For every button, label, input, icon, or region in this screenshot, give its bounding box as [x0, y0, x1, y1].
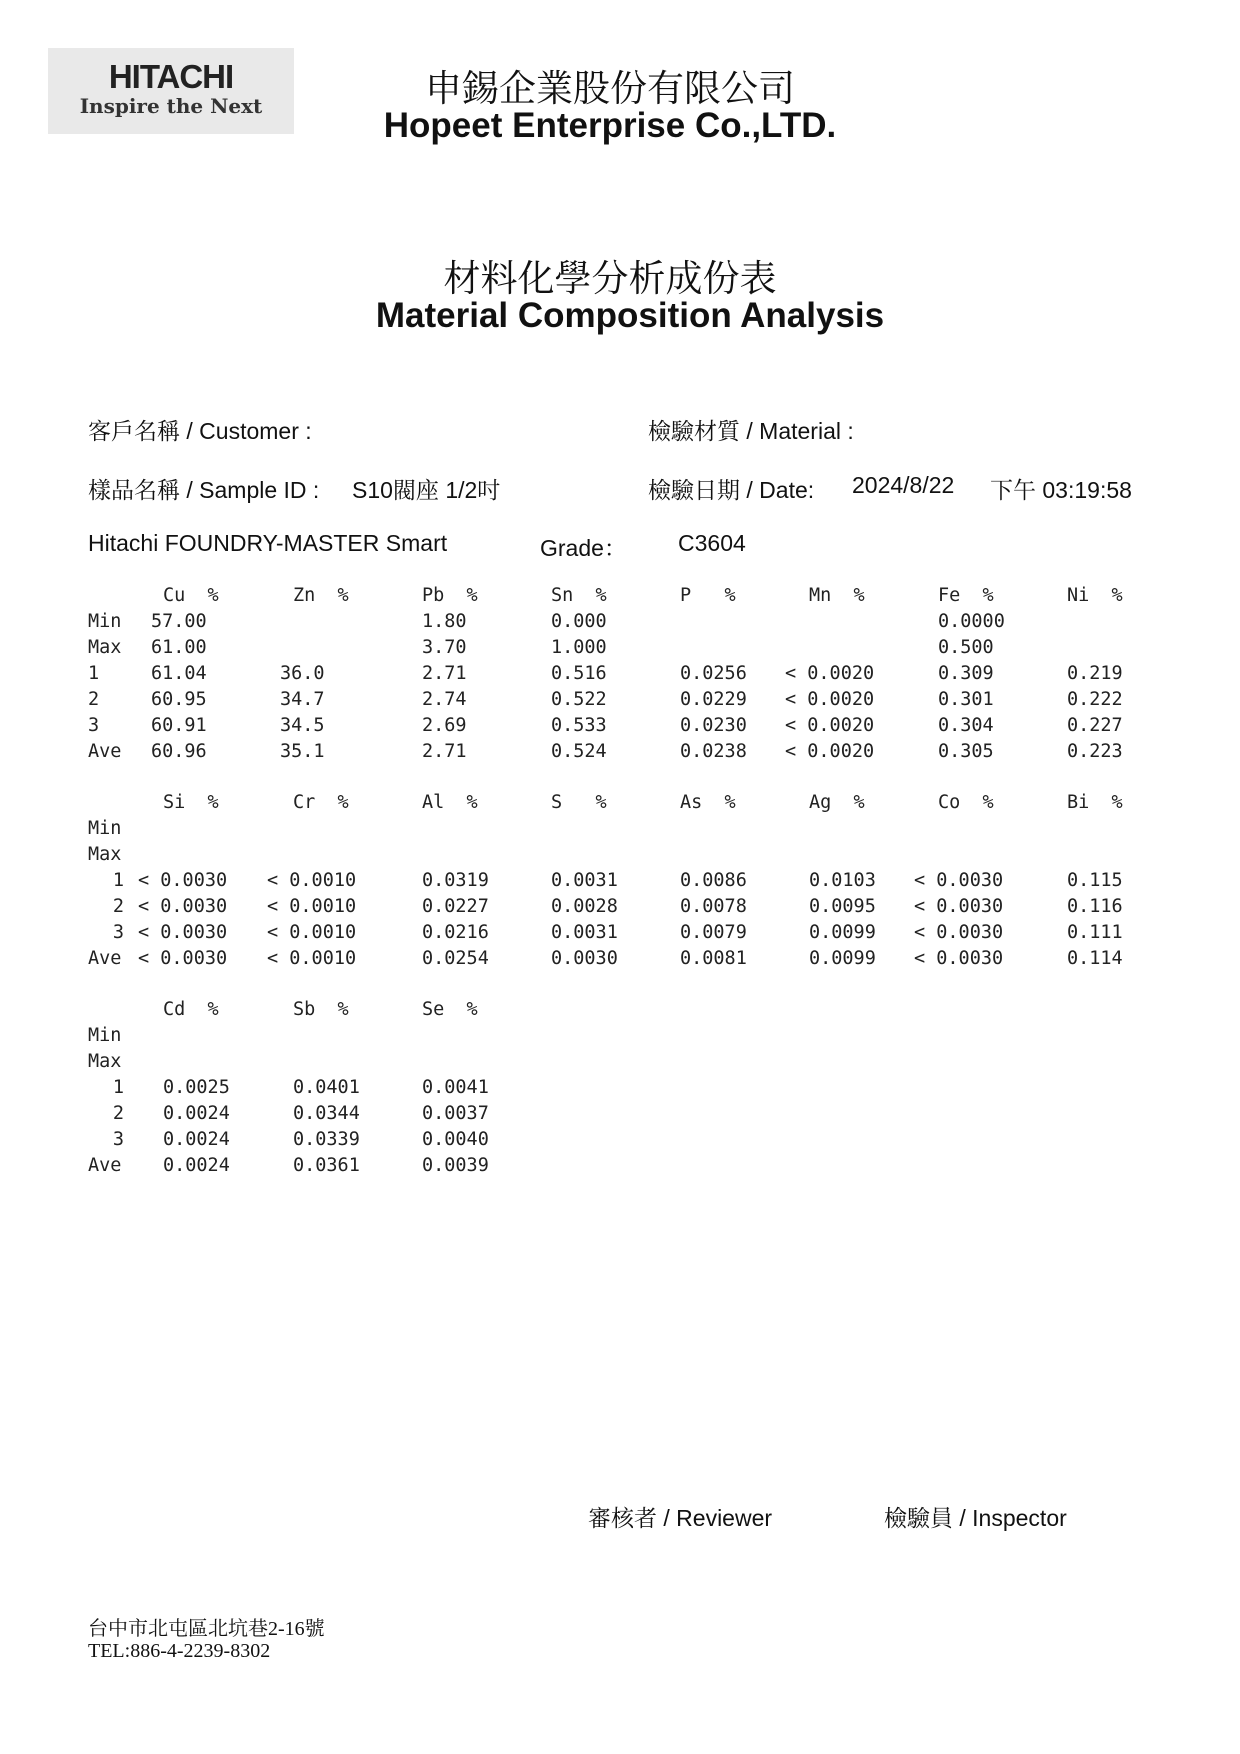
column-header: Cu % — [163, 585, 219, 606]
table-cell: 57.00 — [151, 611, 207, 632]
table-cell: 0.301 — [938, 689, 994, 710]
table-cell: < 0.0020 — [785, 715, 875, 736]
table-cell: 34.7 — [280, 689, 325, 710]
column-header: Ag % — [809, 792, 865, 813]
column-header: Mn % — [809, 585, 865, 606]
table-cell: 60.96 — [151, 741, 207, 762]
table-cell: < 0.0030 — [914, 922, 1004, 943]
table-cell: 0.0025 — [163, 1077, 230, 1098]
table-cell: 0.0081 — [680, 948, 747, 969]
reviewer-label: 審核者 / Reviewer — [588, 1505, 773, 1531]
row-label: 1 — [88, 663, 100, 684]
table-cell: 0.0041 — [422, 1077, 489, 1098]
table-cell: 1.000 — [551, 637, 607, 658]
table-cell: 0.0086 — [680, 870, 747, 891]
column-header: Cr % — [293, 792, 349, 813]
table-cell: < 0.0010 — [267, 922, 357, 943]
sample-value: S10閥座 1/2吋 — [352, 477, 501, 503]
row-label: Ave — [88, 741, 122, 762]
table-cell: 61.04 — [151, 663, 207, 684]
row-label: Min — [88, 611, 122, 632]
column-header: Ni % — [1067, 585, 1123, 606]
time-value: 下午 03:19:58 — [990, 477, 1132, 503]
grade-label: Grade： — [540, 535, 627, 561]
document-title-zh: 材料化學分析成份表 — [443, 258, 777, 299]
column-header: Se % — [422, 999, 478, 1020]
column-header: As % — [680, 792, 736, 813]
row-label: Ave — [88, 948, 122, 969]
table-cell: 0.0030 — [551, 948, 618, 969]
material-label: 檢驗材質 / Material : — [648, 418, 854, 444]
table-cell: 0.516 — [551, 663, 607, 684]
table-cell: 0.0238 — [680, 741, 747, 762]
table-cell: < 0.0030 — [138, 948, 228, 969]
row-label: Min — [88, 1025, 122, 1046]
table-cell: 0.0028 — [551, 896, 618, 917]
row-label: Max — [88, 844, 122, 865]
table-cell: 0.0039 — [422, 1155, 489, 1176]
table-cell: < 0.0030 — [138, 870, 228, 891]
table-cell: 61.00 — [151, 637, 207, 658]
table-cell: 0.114 — [1067, 948, 1123, 969]
table-cell: < 0.0010 — [267, 896, 357, 917]
inspector-label: 檢驗員 / Inspector — [884, 1505, 1067, 1531]
table-cell: 0.0401 — [293, 1077, 360, 1098]
table-cell: 3.70 — [422, 637, 467, 658]
table-cell: 0.0078 — [680, 896, 747, 917]
column-header: Cd % — [163, 999, 219, 1020]
table-cell: 0.0344 — [293, 1103, 360, 1124]
table-cell: 0.0361 — [293, 1155, 360, 1176]
table-cell: 0.0230 — [680, 715, 747, 736]
hitachi-logo — [48, 48, 294, 134]
table-cell: 0.0031 — [551, 922, 618, 943]
row-label: 1 — [112, 870, 124, 891]
row-label: Min — [88, 818, 122, 839]
row-label: 3 — [112, 1129, 124, 1150]
table-cell: 34.5 — [280, 715, 325, 736]
column-header: Pb % — [422, 585, 478, 606]
column-header: P % — [680, 585, 736, 606]
table-cell: 0.0227 — [422, 896, 489, 917]
table-cell: < 0.0030 — [138, 896, 228, 917]
row-label: 3 — [112, 922, 124, 943]
table-cell: 1.80 — [422, 611, 467, 632]
table-cell: 2.71 — [422, 741, 467, 762]
date-label: 檢驗日期 / Date: — [648, 477, 815, 503]
row-label: 2 — [112, 1103, 124, 1124]
table-cell: 0.305 — [938, 741, 994, 762]
table-cell: < 0.0010 — [267, 870, 357, 891]
footer-address: 台中市北屯區北坑巷2-16號 — [88, 1618, 325, 1640]
table-cell: 0.0040 — [422, 1129, 489, 1150]
document-title-en: Material Composition Analysis — [375, 296, 885, 335]
column-header: Si % — [163, 792, 219, 813]
table-cell: < 0.0030 — [138, 922, 228, 943]
table-cell: 0.500 — [938, 637, 994, 658]
table-cell: 0.0024 — [163, 1103, 230, 1124]
table-cell: 0.219 — [1067, 663, 1123, 684]
table-cell: 0.111 — [1067, 922, 1123, 943]
company-name-en: Hopeet Enterprise Co.,LTD. — [383, 106, 837, 145]
table-cell: < 0.0020 — [785, 663, 875, 684]
row-label: 2 — [112, 896, 124, 917]
table-cell: 0.0099 — [809, 948, 876, 969]
table-cell: < 0.0030 — [914, 896, 1004, 917]
column-header: Co % — [938, 792, 994, 813]
date-value: 2024/8/22 — [852, 472, 955, 498]
column-header: Sb % — [293, 999, 349, 1020]
instrument-name: Hitachi FOUNDRY-MASTER Smart — [88, 530, 448, 556]
sample-label: 樣品名稱 / Sample ID : — [88, 477, 320, 503]
table-cell: < 0.0030 — [914, 870, 1004, 891]
row-label: 1 — [112, 1077, 124, 1098]
row-label: Max — [88, 1051, 122, 1072]
table-cell: 2.74 — [422, 689, 467, 710]
logo-tagline: Inspire the Next — [79, 94, 263, 118]
table-cell: 0.0339 — [293, 1129, 360, 1150]
table-cell: 60.91 — [151, 715, 207, 736]
company-name-zh: 申錫企業股份有限公司 — [425, 68, 795, 109]
row-label: 3 — [88, 715, 100, 736]
row-label: Ave — [88, 1155, 122, 1176]
column-header: Al % — [422, 792, 478, 813]
row-label: 2 — [88, 689, 100, 710]
table-cell: 0.0079 — [680, 922, 747, 943]
table-cell: 0.0256 — [680, 663, 747, 684]
table-cell: 0.0037 — [422, 1103, 489, 1124]
table-cell: < 0.0030 — [914, 948, 1004, 969]
table-cell: < 0.0020 — [785, 689, 875, 710]
table-cell: 0.222 — [1067, 689, 1123, 710]
table-cell: 2.69 — [422, 715, 467, 736]
column-header: Sn % — [551, 585, 607, 606]
table-cell: < 0.0010 — [267, 948, 357, 969]
table-cell: 0.0319 — [422, 870, 489, 891]
column-header: Bi % — [1067, 792, 1123, 813]
column-header: Zn % — [293, 585, 349, 606]
table-cell: 0.309 — [938, 663, 994, 684]
table-cell: 35.1 — [280, 741, 325, 762]
table-cell: 0.0000 — [938, 611, 1005, 632]
table-cell: 0.000 — [551, 611, 607, 632]
table-cell: 0.0229 — [680, 689, 747, 710]
table-cell: 0.116 — [1067, 896, 1123, 917]
table-cell: 0.522 — [551, 689, 607, 710]
table-cell: 0.0031 — [551, 870, 618, 891]
table-cell: 0.227 — [1067, 715, 1123, 736]
table-cell: 0.0099 — [809, 922, 876, 943]
column-header: Fe % — [938, 585, 994, 606]
table-cell: 0.223 — [1067, 741, 1123, 762]
table-cell: 0.0095 — [809, 896, 876, 917]
table-cell: 0.0216 — [422, 922, 489, 943]
column-header: S % — [551, 792, 607, 813]
table-cell: 0.0254 — [422, 948, 489, 969]
table-cell: 0.0024 — [163, 1155, 230, 1176]
grade-value: C3604 — [678, 530, 746, 556]
table-cell: 0.115 — [1067, 870, 1123, 891]
table-cell: 0.533 — [551, 715, 607, 736]
table-cell: < 0.0020 — [785, 741, 875, 762]
footer-tel: TEL:886-4-2239-8302 — [88, 1640, 271, 1662]
table-cell: 0.0024 — [163, 1129, 230, 1150]
customer-label: 客戶名稱 / Customer : — [88, 418, 312, 444]
logo-brand: HITACHI — [108, 58, 234, 95]
table-cell: 0.524 — [551, 741, 607, 762]
table-cell: 0.0103 — [809, 870, 876, 891]
table-cell: 0.304 — [938, 715, 994, 736]
table-cell: 60.95 — [151, 689, 207, 710]
table-cell: 36.0 — [280, 663, 325, 684]
table-cell: 2.71 — [422, 663, 467, 684]
row-label: Max — [88, 637, 122, 658]
